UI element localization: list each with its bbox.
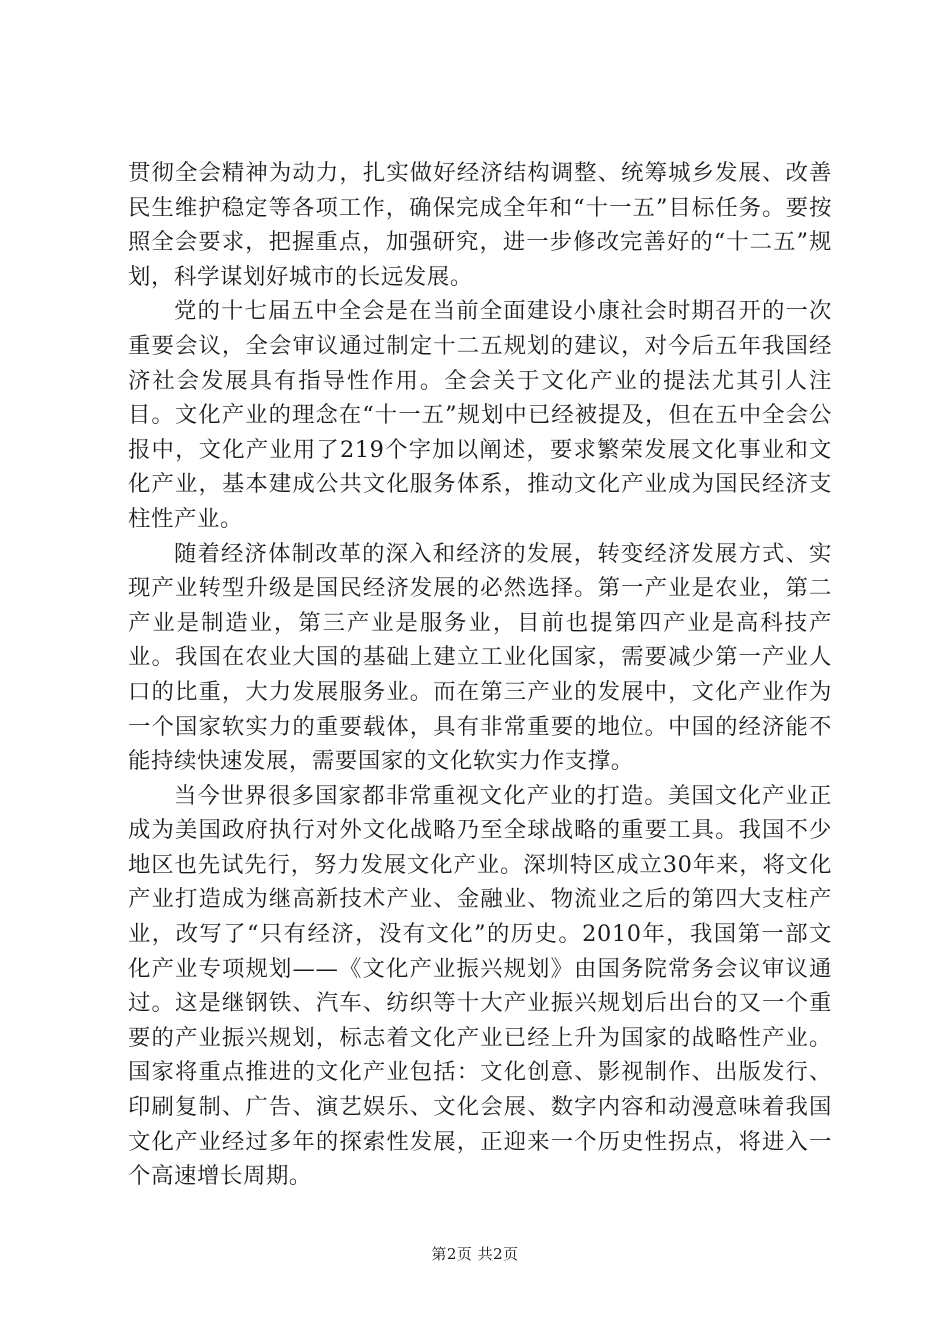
paragraph-4: 当今世界很多国家都非常重视文化产业的打造。美国文化产业正成为美国政府执行对外文化战略乃至全球战略的重要工具。我国不少地区也先试先行，努力发展文化产业。深圳特区成立30年来，将文化产业打造成为继高新技术产业、金融业、物流业之后的第四大支柱产业，改写了“只有经济，没有文化”的历史。2010年，我国第一部文化产业专项规划——《文化产业振兴规划》由国务院常务会议审议通过。这是继钢铁、汽车、纺织等十大产业振兴规划后出台的又一个重要的产业振兴规划，标志着文化产业已经上升为国家的战略性产业。国家将重点推进的文化产业包括：文化创意、影视制作、出版发行、印刷复制、广告、演艺娱乐、文化会展、数字内容和动漫意味着我国文化产业经过多年的探索性发展，正迎来一个历史性拐点，将进入一个高速增长周期。 — [128, 782, 832, 1190]
document-body — [128, 156, 832, 1194]
paragraph-2: 党的十七届五中全会是在当前全面建设小康社会时期召开的一次重要会议，全会审议通过制定十二五规划的建议，对今后五年我国经济社会发展具有指导性作用。全会关于文化产业的提法尤其引人注目。文化产业的理念在“十一五”规划中已经被提及，但在五中全会公报中，文化产业用了219个字加以阐述，要求繁荣发展文化事业和文化产业，基本建成公共文化服务体系，推动文化产业成为国民经济支柱性产业。 — [128, 298, 832, 532]
page-number-footer: 第2页 共2页 — [431, 1245, 519, 1263]
paragraph-3: 随着经济体制改革的深入和经济的发展，转变经济发展方式、实现产业转型升级是国民经济发展的必然选择。第一产业是农业，第二产业是制造业，第三产业是服务业，目前也提第四产业是高科技产业。我国在农业大国的基础上建立工业化国家，需要减少第一产业人口的比重，大力发展服务业。而在第三产业的发展中，文化产业作为一个国家软实力的重要载体，具有非常重要的地位。中国的经济能不能持续快速发展，需要国家的文化软实力作支撑。 — [128, 540, 832, 775]
paragraph-1: 贯彻全会精神为动力，扎实做好经济结构调整、统筹城乡发展、改善民生维护稳定等各项工作，确保完成全年和“十一五”目标任务。要按照全会要求，把握重点，加强研究，进一步修改完善好的“十二五”规划，科学谋划好城市的长远发展。 — [128, 160, 832, 290]
